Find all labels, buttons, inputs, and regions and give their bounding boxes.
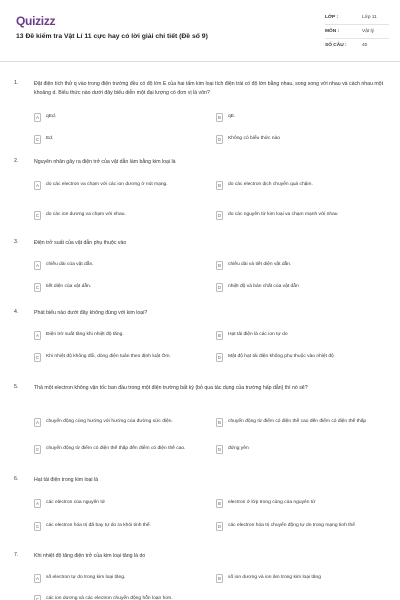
option-letter: D	[217, 523, 222, 529]
option-letter: B	[216, 574, 223, 583]
answer-option-b[interactable]	[216, 328, 388, 342]
option-text: nhiệt độ và bản chất của vật dẫn	[228, 283, 299, 289]
option-text: do các electron va chạm với các ion dương ở nút mạng.	[46, 181, 168, 187]
option-letter: B	[216, 331, 223, 340]
answer-option-a[interactable]	[34, 571, 206, 585]
option-letter: A	[34, 418, 41, 427]
option-letter: A	[34, 499, 41, 508]
option-letter: C	[35, 354, 40, 360]
option-text: qE.	[228, 113, 236, 119]
option-text: do các ion dương va chạm với nhau.	[46, 211, 126, 217]
answer-option-d[interactable]	[216, 132, 388, 146]
option-letter: A	[34, 331, 41, 340]
option-letter: B	[216, 113, 223, 122]
option-letter: C	[35, 523, 40, 529]
question-text: Nguyên nhân gây ra điện trở của vật dẫn làm bằng kim loại là	[34, 159, 176, 165]
option-letter: C	[35, 446, 40, 452]
answer-option-d[interactable]	[216, 206, 388, 224]
quizizz-logo: Quizizz	[16, 14, 56, 28]
meta-row-class	[325, 11, 389, 25]
option-text: Hạt tải điện là các ion tự do	[228, 331, 288, 337]
answer-option-b[interactable]	[216, 176, 388, 194]
answer-option-a[interactable]	[34, 496, 206, 510]
question-number: 7.	[14, 552, 19, 558]
meta-label: SỐ CÂU :	[325, 42, 347, 48]
answer-option-b[interactable]	[216, 571, 388, 585]
option-letter: B	[216, 261, 223, 270]
answer-option-c[interactable]	[34, 132, 206, 146]
option-letter: A	[34, 181, 41, 190]
option-letter: A	[34, 261, 41, 270]
question-text: Khi nhiệt độ tăng điện trở của kim loại tăng là do	[34, 553, 146, 559]
question-number: 3.	[14, 239, 19, 245]
answer-option-c[interactable]	[34, 206, 206, 224]
question-text: Thả một electron không vận tốc ban đầu trong một điện trường bất kỳ (bỏ qua tác dụng của trường hấp dẫn) thì nó sẽ?	[34, 385, 308, 391]
meta-value: 40	[362, 42, 368, 48]
option-letter: C	[35, 284, 40, 290]
option-text: chuyển động cùng hướng với hướng của đường sức điện.	[46, 418, 173, 424]
option-letter: C	[35, 212, 40, 218]
option-text: đứng yên	[228, 445, 249, 451]
option-letter: B	[216, 418, 223, 427]
question-number: 4.	[14, 309, 19, 315]
answer-option-a[interactable]	[34, 110, 206, 124]
answer-option-a[interactable]	[34, 413, 206, 431]
answer-option-b[interactable]	[216, 110, 388, 124]
option-letter: D	[217, 212, 222, 218]
meta-row-subject	[325, 25, 389, 39]
answer-option-c[interactable]	[34, 280, 206, 294]
answer-option-c[interactable]	[34, 440, 206, 458]
meta-label: MÔN :	[325, 28, 340, 34]
answer-option-d[interactable]	[216, 517, 388, 535]
option-letter: D	[217, 284, 222, 290]
answer-option-d[interactable]	[216, 348, 388, 366]
meta-value: Lớp 11	[362, 14, 377, 20]
option-text: số electron tự do trong kim loại tăng.	[46, 574, 126, 580]
answer-option-a[interactable]	[34, 176, 206, 194]
option-text: Không có biểu thức nào	[228, 135, 280, 141]
option-text: Mật độ hạt tải điện không phụ thuộc vào nhiệt độ	[228, 353, 334, 359]
answer-option-d[interactable]	[216, 280, 388, 294]
question-number: 5.	[14, 384, 19, 390]
option-text: chiều dài của vật dẫn.	[46, 261, 94, 267]
option-text: Khi nhiệt độ không đổi, dòng điện tuân theo định luật Ôm.	[46, 353, 171, 359]
option-text: qEd.	[46, 113, 57, 119]
option-text: chuyển động từ điểm có điện thế thấp đến điểm có điện thế cao.	[46, 445, 186, 451]
option-letter: A	[34, 574, 41, 583]
option-text: các electron hóa trị chuyển động tự do trong mạng tinh thể	[228, 522, 355, 528]
answer-option-d[interactable]	[216, 440, 388, 458]
option-letter: D	[217, 354, 222, 360]
option-text: chuyển động từ điểm có điện thế cao đến điểm có điện thế thấp	[228, 418, 367, 424]
option-letter: D	[217, 446, 222, 452]
question-text: Hạt tải điện trong kim loại là	[34, 477, 99, 483]
option-text: các ion dương và các electron chuyển động hỗn loạn hơn.	[46, 595, 173, 600]
meta-label: LỚP :	[325, 14, 339, 20]
option-text: tiết diện của vật dẫn.	[46, 283, 92, 289]
option-text: Điện trở suất tăng khi nhiệt độ tăng.	[46, 331, 124, 337]
option-letter: D	[217, 136, 222, 142]
option-text: electron ở lớp trong cùng của nguyên tử	[228, 499, 316, 505]
option-letter: A	[34, 113, 41, 122]
option-text: do các nguyên tử kim loại va chạm mạnh với nhau	[228, 211, 338, 217]
answer-option-b[interactable]	[216, 258, 388, 272]
meta-row-count	[325, 39, 389, 53]
option-letter: C	[35, 136, 40, 142]
answer-option-a[interactable]	[34, 328, 206, 342]
page-title: 13 Đề kiểm tra Vật Lí 11 cực hay có lời giải chi tiết (Đề số 9)	[16, 33, 208, 40]
option-letter: C	[34, 595, 41, 600]
answer-option-b[interactable]	[216, 496, 388, 510]
option-text: các electron của nguyên tử	[46, 499, 106, 505]
option-text: Ed.	[46, 135, 54, 141]
question-number: 2.	[14, 158, 19, 164]
option-text: số ion dương và ion âm trong kim loại tăng	[228, 574, 321, 580]
answer-option-a[interactable]	[34, 258, 206, 272]
question-text: Đặt điện tích thử q vào trong điện trường đều có độ lớn E của hai tấm kim loại tích điện trái có độ lớn bằng nhau, song song với nhau và cách nhau một khoảng d. Biểu thức nào dưới đây biểu diễn một đại lượng có đơn vị là vôn?	[34, 81, 384, 96]
option-text: do các electron dịch chuyển quá chậm.	[228, 181, 313, 187]
question-number: 1.	[14, 80, 19, 86]
option-letter: B	[216, 499, 223, 508]
worksheet-header	[0, 0, 400, 62]
question-number: 6.	[14, 476, 19, 482]
answer-option-c[interactable]	[34, 592, 206, 600]
option-letter: B	[216, 181, 223, 190]
meta-value: Vật lý	[362, 28, 374, 34]
question-text: Phát biểu nào dưới đây không đúng với kim loại?	[34, 310, 148, 316]
option-text: chiều dài và tiết diện vật dẫn.	[228, 261, 292, 267]
answer-option-c[interactable]	[34, 348, 206, 366]
answer-option-b[interactable]	[216, 413, 388, 431]
option-text: các electron hóa trị đã bay tự do ra khỏi tinh thể.	[46, 522, 151, 528]
answer-option-c[interactable]	[34, 517, 206, 535]
meta-table	[325, 11, 389, 52]
question-text: Điện trở suất của vật dẫn phụ thuộc vào	[34, 240, 127, 246]
